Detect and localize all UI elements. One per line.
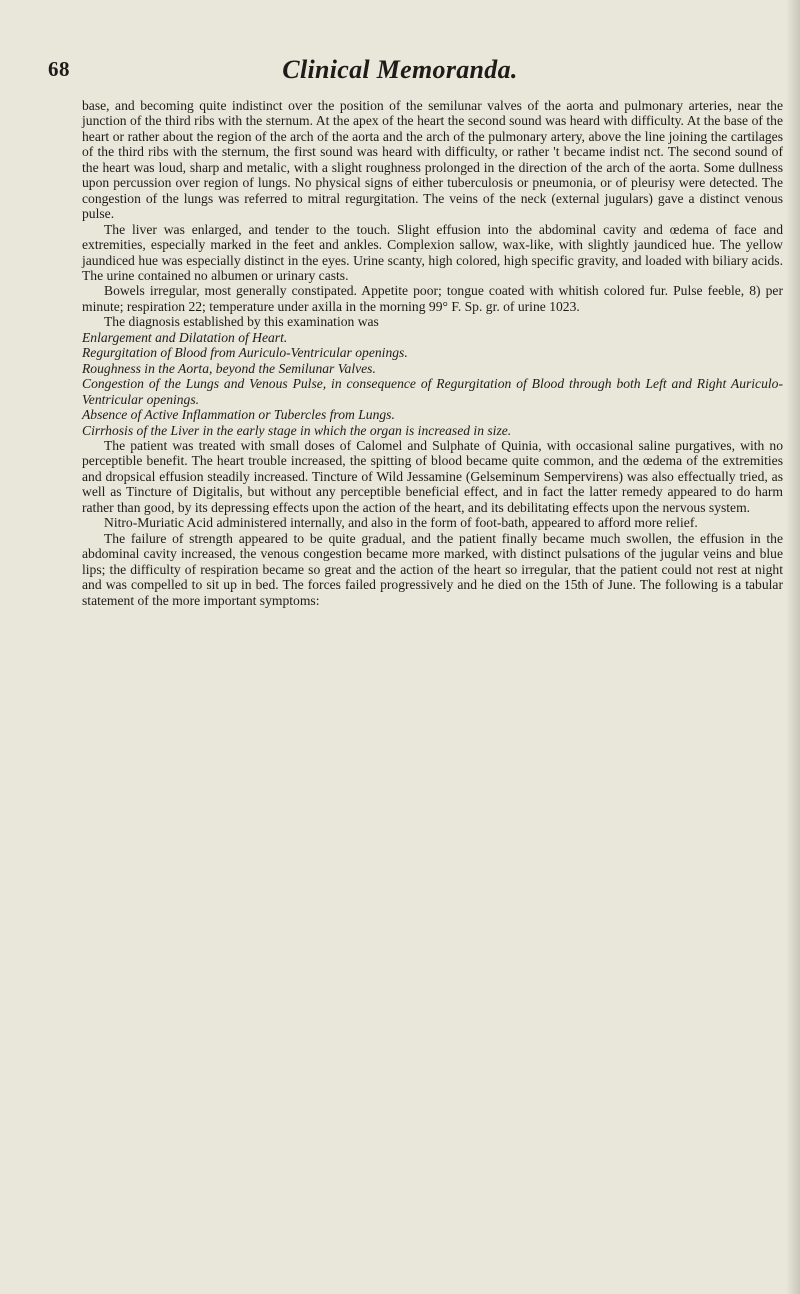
- paragraph-nitro-muriatic: Nitro-Muriatic Acid administered internally, and also in the form of foot-bath, appeared to afford more relief.: [104, 515, 698, 531]
- page-number: 68: [48, 57, 70, 81]
- paragraph-liver: The liver was enlarged, and tender to the touch. Slight effusion into the abdominal cavity and œdema of face and extremities, especially marked in the feet and ankles. Complexion sallow, wax-like, with slightly jaundiced hue. The yellow jaundiced hue was especially distinct in the eyes. Urine scanty, high colored, high specific gravity, and loaded with biliary acids. The urine contained no albumen or urinary casts.: [82, 221, 783, 283]
- paragraph-treatment: The patient was treated with small doses of Calomel and Sulphate of Quinia, with occasional saline purgatives, with no perceptible benefit. The heart trouble increased, the spitting of blood became quite common, and the œdema of the extremities and dropsical effusion steadily increased. Tincture of Wild Jessamine (Gelseminum Sempervirens) was also effectually tried, as well as Tincture of Digitalis, but without any perceptible beneficial effect, and in fact the latter remedy appeared to do harm rather than good, by its depressing effects upon the action of the heart, and its debilitating effects upon the nervous system.: [82, 437, 783, 515]
- diagnosis-item: Enlargement and Dilatation of Heart.: [82, 329, 288, 345]
- diagnosis-item: Absence of Active Inflammation or Tubercles from Lungs.: [82, 407, 395, 423]
- body-text: [82, 98, 783, 608]
- paragraph-bowels: Bowels irregular, most generally constipated. Appetite poor; tongue coated with whitish colored fur. Pulse feeble, 8) per minute; respiration 22; temperature under axilla in the morning 99° F. Sp. gr. of urine 1023.: [82, 283, 783, 314]
- paragraph-diagnosis-intro: The diagnosis established by this examination was: [104, 314, 379, 330]
- diagnosis-item: Congestion of the Lungs and Venous Pulse, in consequence of Regurgitation of Blood through both Left and Right Auriculo-Ventricular openings.: [82, 376, 783, 407]
- page-edge-shadow: [786, 0, 800, 1294]
- diagnosis-item: Roughness in the Aorta, beyond the Semilunar Valves.: [82, 360, 376, 376]
- diagnosis-item: Regurgitation of Blood from Auriculo-Ventricular openings.: [82, 345, 408, 361]
- diagnosis-item: Cirrhosis of the Liver in the early stage in which the organ is increased in size.: [82, 422, 512, 438]
- paragraph-heart-sounds: base, and becoming quite indistinct over the position of the semilunar valves of the aorta and pulmonary arteries, near the junction of the third ribs with the sternum. At the apex of the heart the second sound was heard with difficulty. At the base of the heart or rather about the region of the arch of the aorta and the arch of the pulmonary artery, above the line joining the cartilages of the third ribs with the sternum, the first sound was heard with difficulty, or rather 't became indist nct. The second sound of the heart was loud, sharp and metalic, with a slight roughness prolonged in the direction of the arch of the aorta. Some dullness upon percussion over region of lungs. No physical signs of either tuberculosis or pneumonia, or of pleurisy were detected. The congestion of the lungs was referred to mitral regurgitation. The veins of the neck (external jugulars) gave a distinct venous pulse.: [82, 98, 783, 222]
- running-title: Clinical Memoranda.: [282, 55, 518, 84]
- diagnosis-list: [82, 330, 783, 438]
- paragraph-decline: The failure of strength appeared to be quite gradual, and the patient finally became much swollen, the effusion in the abdominal cavity increased, the venous congestion became more marked, with distinct pulsations of the jugular veins and blue lips; the difficulty of respiration became so great and the action of the heart so irregular, that the patient could not rest at night and was compelled to sit up in bed. The forces failed progressively and he died on the 15th of June. The following is a tabular statement of the more important symptoms:: [82, 530, 783, 608]
